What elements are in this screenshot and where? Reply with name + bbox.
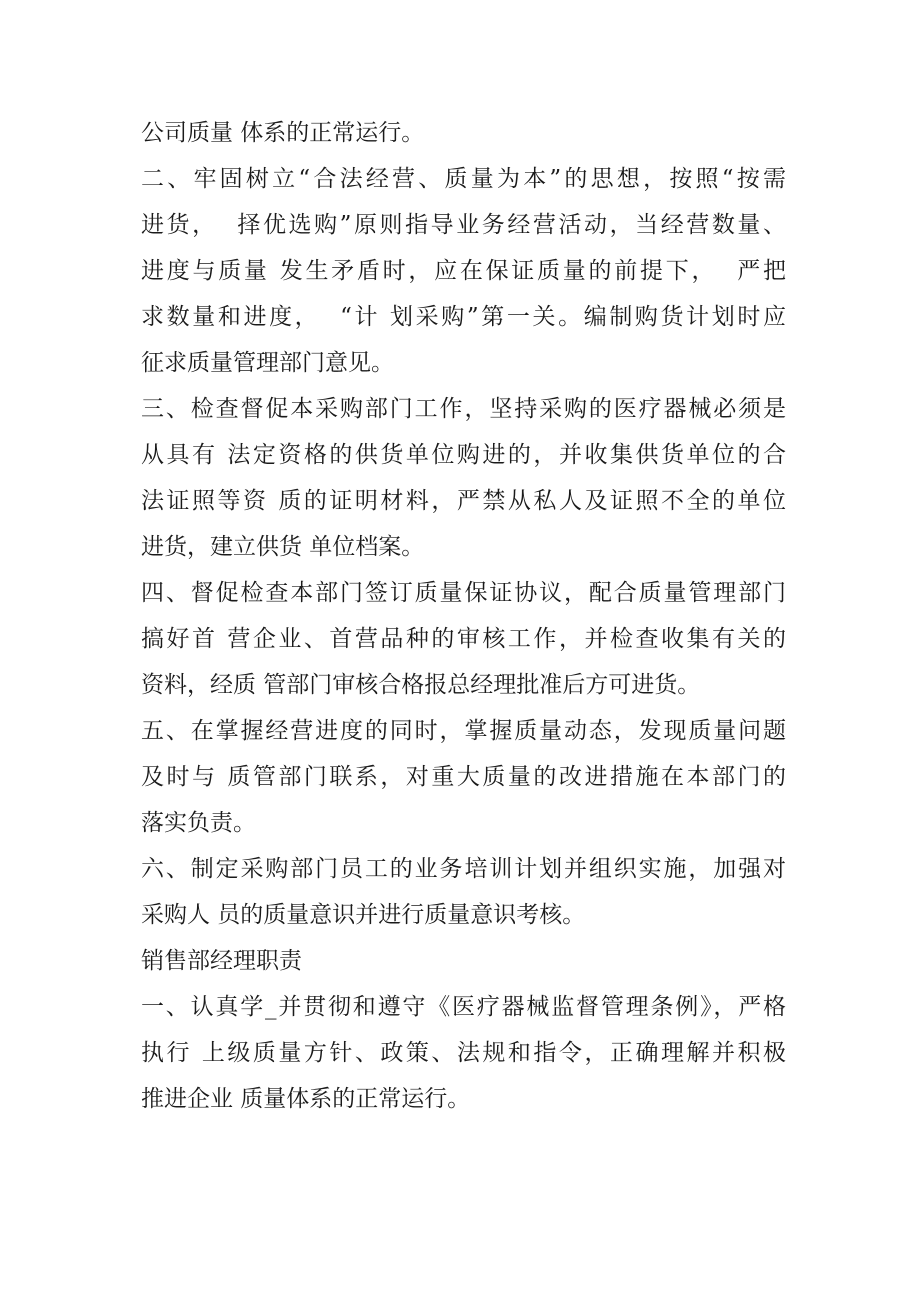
text-line: 四、督促检查本部门签订质量保证协议，配合质量管理部门 <box>141 580 786 606</box>
text-line: 搞好首 营企业、首营品种的审核工作，并检查收集有关的 <box>141 626 786 652</box>
text-line: 落实负责。 <box>141 810 256 836</box>
text-line: 从具有 法定资格的供货单位购进的，并收集供货单位的合 <box>141 442 786 468</box>
text-line: 三、检查督促本采购部门工作，坚持采购的医疗器械必须是 <box>141 396 786 422</box>
text-line: 五、在掌握经营进度的同时，掌握质量动态，发现质量问题 <box>141 718 786 744</box>
text-line: 进度与质量 发生矛盾时，应在保证质量的前提下， 严把 <box>141 258 786 284</box>
text-line: 二、牢固树立“合法经营、质量为本”的思想，按照“按需 <box>141 166 786 192</box>
text-line: 征求质量管理部门意见。 <box>141 350 394 376</box>
text-line: 进货，建立供货 单位档案。 <box>141 534 425 560</box>
text-line: 及时与 质管部门联系，对重大质量的改进措施在本部门的 <box>141 764 786 790</box>
text-line: 资料，经质 管部门审核合格报总经理批准后方可进货。 <box>141 672 701 698</box>
text-line: 公司质量 体系的正常运行。 <box>141 120 425 146</box>
section-heading: 销售部经理职责 <box>141 948 302 974</box>
text-line: 一、认真学_并贯彻和遵守《医疗器械监督管理条例》，严格 <box>141 994 786 1020</box>
text-line: 六、制定采购部门员工的业务培训计划并组织实施，加强对 <box>141 856 786 882</box>
text-line: 推进企业 质量体系的正常运行。 <box>141 1086 471 1112</box>
text-line: 求数量和进度， “计 划采购”第一关。编制购货计划时应 <box>141 304 786 330</box>
text-line: 采购人 员的质量意识并进行质量意识考核。 <box>141 902 586 928</box>
text-line: 法证照等资 质的证明材料，严禁从私人及证照不全的单位 <box>141 488 786 514</box>
document-body <box>141 110 786 1122</box>
text-line: 执行 上级质量方针、政策、法规和指令，正确理解并积极 <box>141 1040 786 1066</box>
text-line: 进货， 择优选购”原则指导业务经营活动，当经营数量、 <box>141 212 786 238</box>
